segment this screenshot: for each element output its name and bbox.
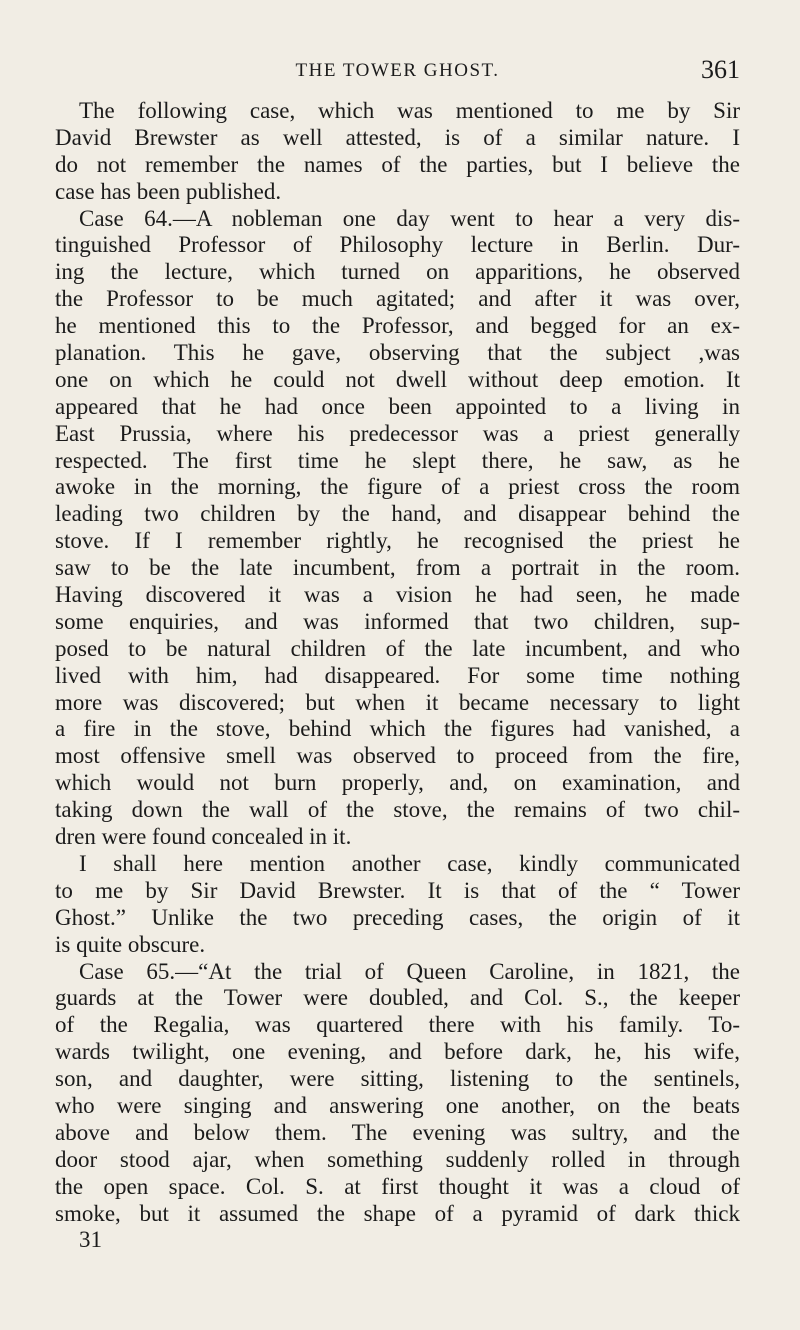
text-line: the open space. Col. S. at first thought it was a cloud of bbox=[55, 1173, 740, 1199]
running-title: THE TOWER GHOST. bbox=[295, 60, 500, 81]
text-line: some enquiries, and was informed that two children, sup- bbox=[55, 608, 740, 634]
text-line: guards at the Tower were doubled, and Col. S., the keeper bbox=[55, 985, 740, 1011]
text-line: David Brewster as well attested, is of a similar nature. I bbox=[55, 124, 740, 150]
text-line: is quite obscure. bbox=[55, 931, 206, 957]
text-line: lived with him, had disappeared. For some time nothing bbox=[55, 662, 740, 688]
text-line: above and below them. The evening was sultry, and the bbox=[55, 1119, 740, 1145]
text-line: the Professor to be much agitated; and after it was over, bbox=[55, 286, 740, 312]
text-line: more was discovered; but when it became necessary to light bbox=[55, 689, 740, 715]
text-line: awoke in the morning, the figure of a priest cross the room bbox=[55, 474, 740, 500]
signature-mark: 31 bbox=[79, 1227, 102, 1253]
text-line: a fire in the stove, behind which the figures had vanished, a bbox=[55, 716, 740, 742]
text-line: one on which he could not dwell without deep emotion. It bbox=[55, 366, 740, 392]
text-line: son, and daughter, were sitting, listening to the sentinels, bbox=[55, 1066, 740, 1092]
text-line: most offensive smell was observed to proceed from the fire, bbox=[55, 743, 740, 769]
text-line: case has been published. bbox=[55, 178, 282, 204]
text-line: East Prussia, where his predecessor was a priest generally bbox=[55, 420, 740, 446]
text-line: leading two children by the hand, and disappear behind the bbox=[55, 501, 740, 527]
text-line: stove. If I remember rightly, he recognised the priest he bbox=[55, 528, 740, 554]
text-line: tinguished Professor of Philosophy lecture in Berlin. Dur- bbox=[55, 232, 740, 258]
running-head bbox=[55, 55, 740, 98]
text-line: I shall here mention another case, kindly communicated bbox=[79, 850, 740, 876]
text-line: smoke, but it assumed the shape of a pyramid of dark thick bbox=[55, 1200, 740, 1226]
text-line: Case 64.—A nobleman one day went to hear a very dis- bbox=[79, 205, 740, 231]
text-line: Case 65.—“At the trial of Queen Caroline, in 1821, the bbox=[79, 958, 740, 984]
body-text bbox=[55, 98, 740, 1227]
text-line: Ghost.” Unlike the two preceding cases, the origin of it bbox=[55, 904, 740, 930]
text-line: who were singing and answering one another, on the beats bbox=[55, 1092, 740, 1118]
text-line: ing the lecture, which turned on apparitions, he observed bbox=[55, 259, 740, 285]
text-line: taking down the wall of the stove, the remains of two chil- bbox=[55, 797, 740, 823]
text-line: respected. The first time he slept there, he saw, as he bbox=[55, 447, 740, 473]
text-line: saw to be the late incumbent, from a portrait in the room. bbox=[55, 555, 740, 581]
text-line: wards twilight, one evening, and before dark, he, his wife, bbox=[55, 1039, 740, 1065]
text-line: which would not burn properly, and, on examination, and bbox=[55, 770, 740, 796]
text-line: do not remember the names of the parties, but I believe the bbox=[55, 151, 740, 177]
page-number: 361 bbox=[701, 55, 740, 84]
text-line: dren were found concealed in it. bbox=[55, 824, 352, 850]
text-line: of the Regalia, was quartered there with his family. To- bbox=[55, 1012, 740, 1038]
text-line: planation. This he gave, observing that the subject ,was bbox=[55, 340, 740, 366]
text-line: he mentioned this to the Professor, and begged for an ex- bbox=[55, 313, 740, 339]
text-line: The following case, which was mentioned to me by Sir bbox=[79, 98, 740, 123]
text-line: door stood ajar, when something suddenly rolled in through bbox=[55, 1146, 740, 1172]
book-page bbox=[55, 55, 740, 1254]
text-line: to me by Sir David Brewster. It is that of the “ Tower bbox=[55, 877, 740, 903]
text-line: posed to be natural children of the late incumbent, and who bbox=[55, 635, 740, 661]
text-line: Having discovered it was a vision he had seen, he made bbox=[55, 582, 740, 608]
text-line: appeared that he had once been appointed to a living in bbox=[55, 393, 740, 419]
